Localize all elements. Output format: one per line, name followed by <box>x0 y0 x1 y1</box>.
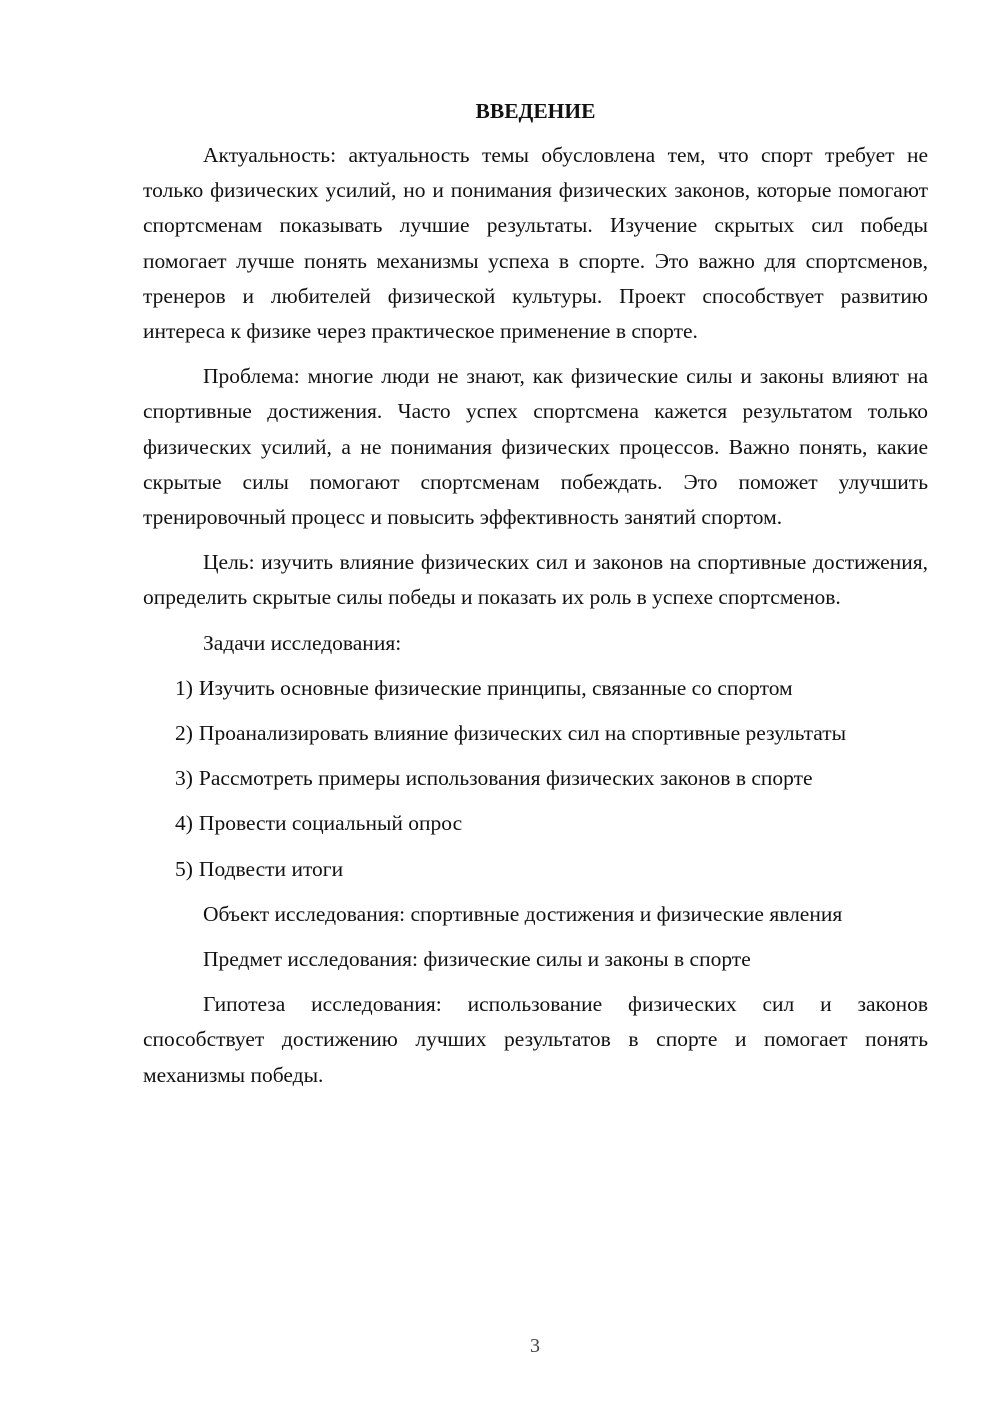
list-item <box>143 852 928 887</box>
list-item <box>143 806 928 841</box>
list-item-number: 1) <box>175 675 193 700</box>
paragraph-problem: Проблема: многие люди не знают, как физические силы и законы влияют на спортивные достижения. Часто успех спортсмена кажется результатом только физических усилий, а не понимания физических процессов. Важно понять, какие скрытые силы помогают спортсменам побеждать. Это поможет улучшить тренировочный процесс и повысить эффективность занятий спортом. <box>143 364 928 530</box>
list-item <box>143 671 928 706</box>
list-item-number: 4) <box>175 811 193 836</box>
paragraph-hypothesis: Гипотеза исследования: использование физических сил и законов способствует достижению лучших результатов в спорте и помогает понять механизмы победы. <box>143 992 928 1087</box>
page-content <box>143 94 928 1103</box>
list-item-number: 3) <box>175 766 193 791</box>
list-item-text: Подвести итоги <box>198 856 344 881</box>
list-item-text: Рассмотреть примеры использования физических законов в спорте <box>198 766 813 791</box>
page-number: 3 <box>530 1335 540 1357</box>
paragraph-subject: Предмет исследования: физические силы и законы в спорте <box>203 947 751 972</box>
tasks-heading: Задачи исследования: <box>203 630 402 655</box>
paragraph-object: Объект исследования: спортивные достижения и физические явления <box>203 901 843 926</box>
paragraph-goal: Цель: изучить влияние физических сил и законов на спортивные достижения, определить скрытые силы победы и показать их роль в успехе спортсменов. <box>143 550 928 610</box>
tasks-list <box>143 671 928 887</box>
list-item-text: Изучить основные физические принципы, связанные со спортом <box>198 675 793 700</box>
list-item <box>143 761 928 796</box>
list-item-text: Проанализировать влияние физических сил на спортивные результаты <box>198 721 847 746</box>
list-item-number: 2) <box>175 721 193 746</box>
paragraph-relevance: Актуальность: актуальность темы обусловлена тем, что спорт требует не только физических усилий, но и понимания физических законов, которые помогают спортсменам показывать лучшие результаты. Изучение скрытых сил победы помогает лучше понять механизмы успеха в спорте. Это важно для спортсменов, тренеров и любителей физической культуры. Проект способствует развитию интереса к физике через практическое применение в спорте. <box>143 143 928 344</box>
section-title: ВВЕДЕНИЕ <box>475 99 596 123</box>
list-item-number: 5) <box>175 856 193 881</box>
list-item-text: Провести социальный опрос <box>198 811 463 836</box>
list-item <box>143 716 928 751</box>
